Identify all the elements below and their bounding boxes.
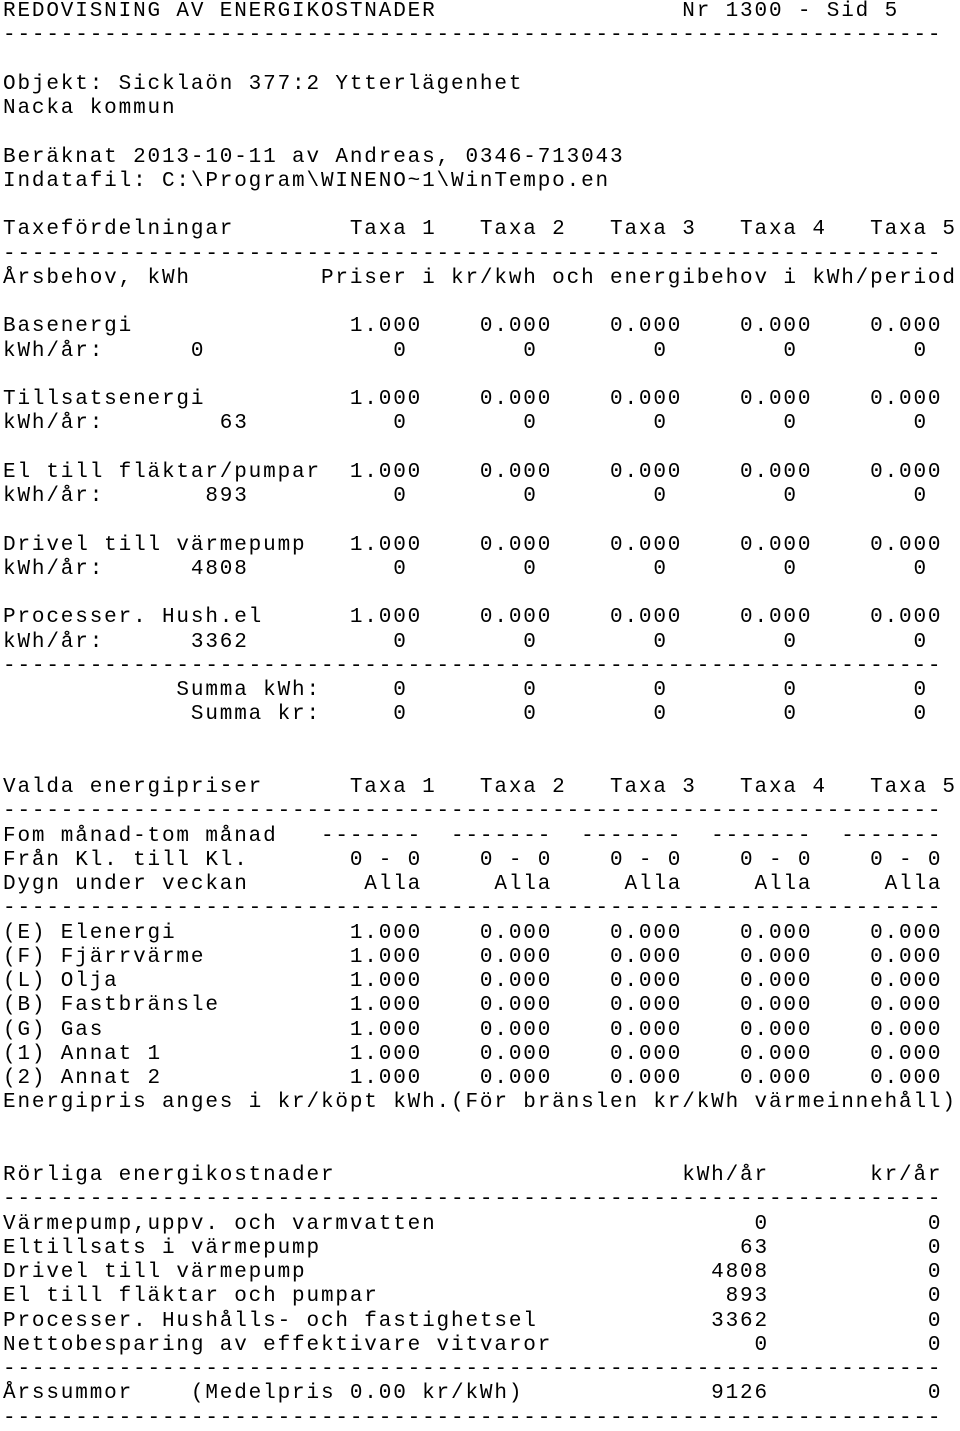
blank-line [3,752,960,776]
report-line: Dygn under veckan Alla Alla Alla Alla Alla [3,873,943,896]
blank-line [3,728,960,752]
divider-line: ----------------------------------------------------------------- [3,800,943,824]
report-line: Från Kl. till Kl. 0 - 0 0 - 0 0 - 0 0 - 0 0 - 0 [3,848,943,872]
report-header: REDOVISNING AV ENERGIKOSTNADER Nr 1300 - Sid 5 [3,0,900,23]
report-line: Objekt: Sicklaön 377:2 Ytterlägenhet [3,72,524,96]
blank-line [3,509,960,533]
report-line: El till fläktar/pumpar 1.000 0.000 0.000 0.000 0.000 [3,460,943,484]
report-line: Fom månad-tom månad ------- ------- ------- ------- ------- [3,824,943,848]
report-line: kWh/år: 0 0 0 0 0 0 [3,339,928,363]
report-line: (L) Olja 1.000 0.000 0.000 0.000 0.000 [3,970,943,993]
report-line: Basenergi 1.000 0.000 0.000 0.000 0.000 [3,315,943,339]
divider-line: ----------------------------------------------------------------- [3,897,943,921]
report-line: Drivel till värmepump 1.000 0.000 0.000 0.000 0.000 [3,533,943,557]
report-line: Processer. Hush.el 1.000 0.000 0.000 0.000 0.000 [3,606,943,630]
divider-line: ----------------------------------------------------------------- [3,1358,943,1381]
report-line: kWh/år: 4808 0 0 0 0 0 [3,557,928,581]
report-line: Summa kr: 0 0 0 0 0 [3,703,928,727]
report-line: Drivel till värmepump 4808 0 [3,1261,943,1284]
report-line: (E) Elenergi 1.000 0.000 0.000 0.000 0.000 [3,921,943,945]
divider-line: ----------------------------------------------------------------- [3,24,943,48]
report-line: kWh/år: 893 0 0 0 0 0 [3,485,928,508]
report-line: El till fläktar och pumpar 893 0 [3,1285,943,1309]
report-line: Årsbehov, kWh Priser i kr/kwh och energibehov i kWh/period [3,266,957,290]
report-line: Energipris anges i kr/köpt kWh.(För bränslen kr/kWh värmeinnehåll) [3,1091,957,1115]
report-line: Nacka kommun [3,97,177,120]
report-line: Valda energipriser Taxa 1 Taxa 2 Taxa 3 Taxa 4 Taxa 5 [3,776,957,799]
blank-line [3,364,960,388]
blank-line [3,49,960,73]
report-line: Tillsatsenergi 1.000 0.000 0.000 0.000 0.000 [3,388,943,411]
report-line: Årssummor (Medelpris 0.00 kr/kWh) 9126 0 [3,1382,943,1406]
report-line: Rörliga energikostnader kWh/år kr/år [3,1164,943,1187]
blank-line [3,121,960,145]
report-line: Summa kWh: 0 0 0 0 0 [3,679,928,702]
blank-line [3,437,960,461]
report-line: Eltillsats i värmepump 63 0 [3,1236,943,1260]
report-line: (B) Fastbränsle 1.000 0.000 0.000 0.000 0.000 [3,994,943,1018]
blank-line [3,194,960,218]
blank-line [3,582,960,606]
report-line: (1) Annat 1 1.000 0.000 0.000 0.000 0.000 [3,1042,943,1066]
report-line: Värmepump,uppv. och varmvatten 0 0 [3,1212,943,1236]
divider-line: ----------------------------------------------------------------- [3,242,943,266]
blank-line [3,1116,960,1140]
divider-line: ----------------------------------------------------------------- [3,1406,943,1430]
report-line: (2) Annat 2 1.000 0.000 0.000 0.000 0.000 [3,1067,943,1090]
report-line: Processer. Hushålls- och fastighetsel 3362 0 [3,1309,943,1333]
report-line: Beräknat 2013-10-11 av Andreas, 0346-713043 [3,145,625,169]
report-line: Nettobesparing av effektivare vitvaror 0 0 [3,1333,943,1357]
report-line: Taxefördelningar Taxa 1 Taxa 2 Taxa 3 Taxa 4 Taxa 5 [3,218,957,242]
blank-line [3,291,960,315]
report-line: (G) Gas 1.000 0.000 0.000 0.000 0.000 [3,1018,943,1042]
blank-line [3,1140,960,1164]
divider-line: ----------------------------------------------------------------- [3,654,943,678]
report-line: kWh/år: 63 0 0 0 0 0 [3,412,928,436]
report-line: kWh/år: 3362 0 0 0 0 0 [3,630,928,654]
report-line: Indatafil: C:\Program\WINENO~1\WinTempo.en [3,169,610,193]
divider-line: ----------------------------------------------------------------- [3,1188,943,1212]
report-line: (F) Fjärrvärme 1.000 0.000 0.000 0.000 0.000 [3,945,943,969]
